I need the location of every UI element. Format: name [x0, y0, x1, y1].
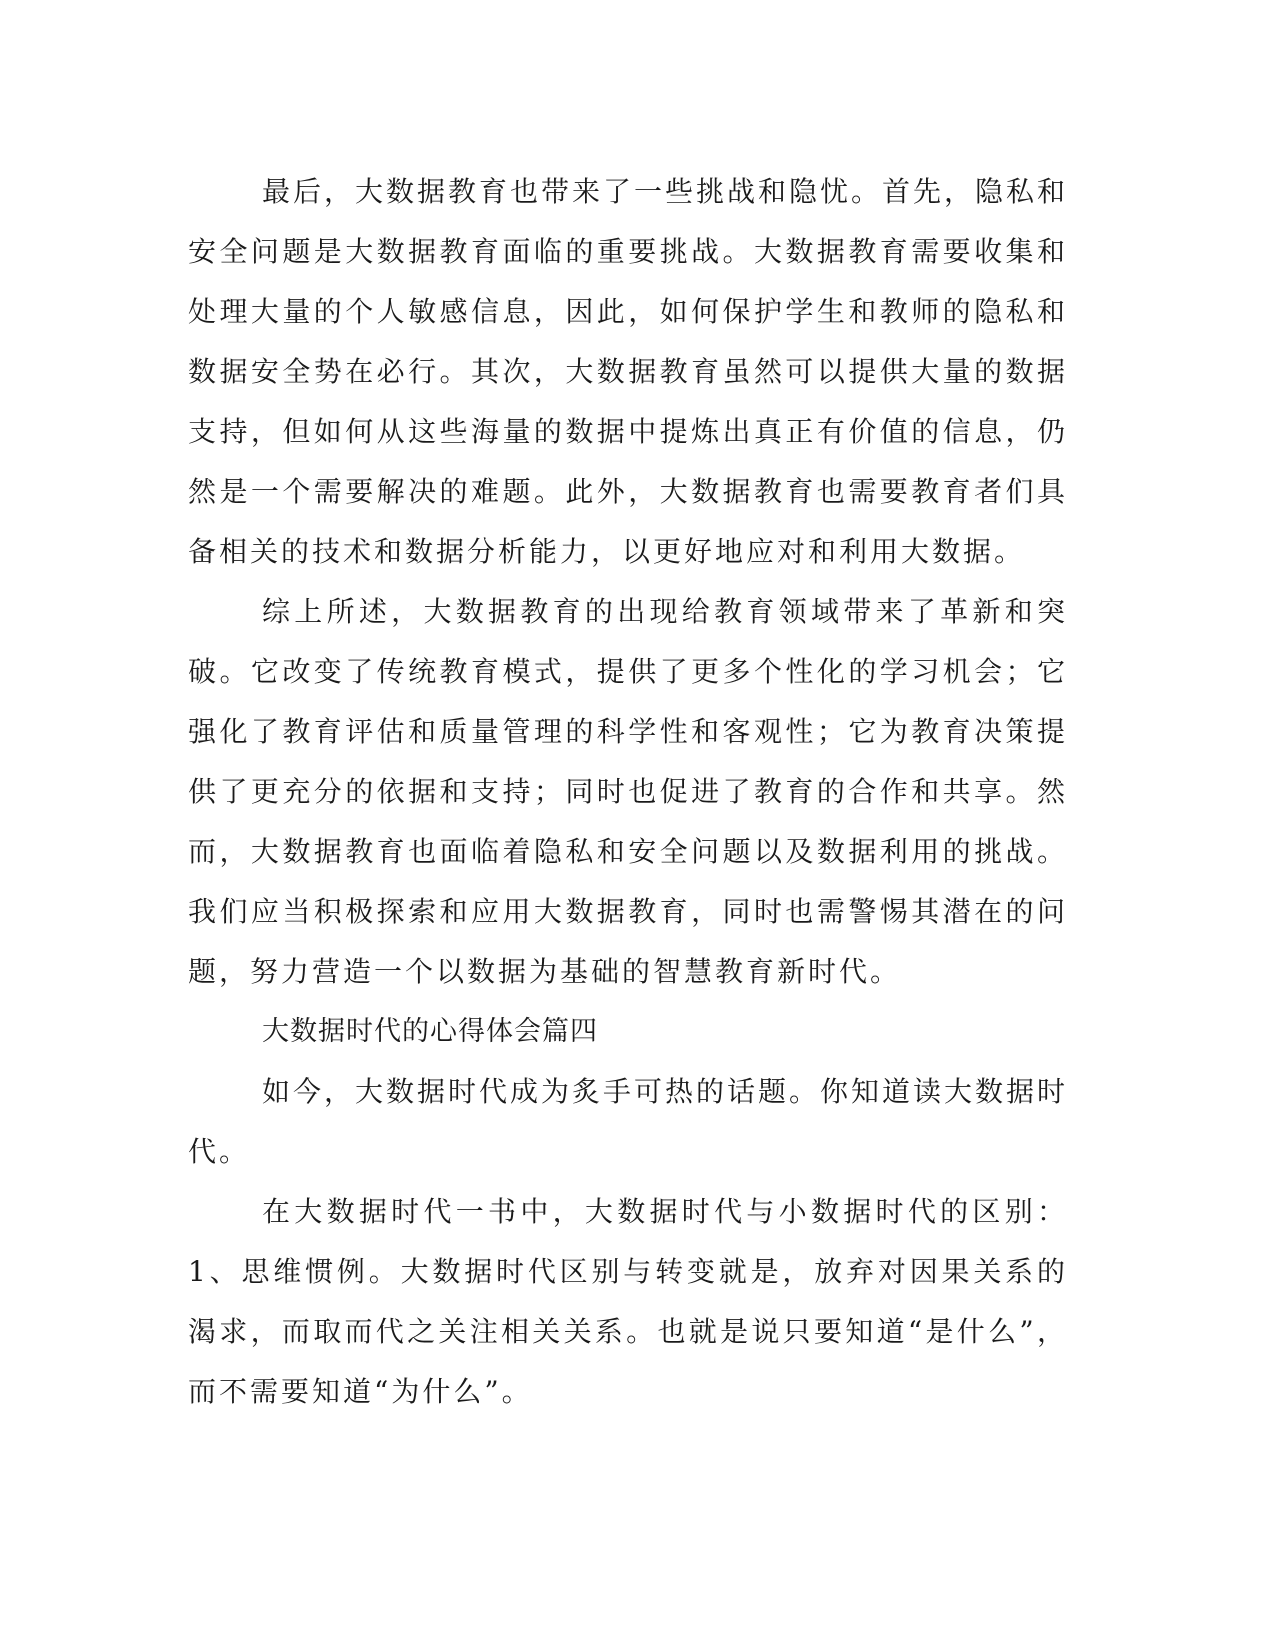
paragraph-challenges: 最后，大数据教育也带来了一些挑战和隐忧。首先，隐私和安全问题是大数据教育面临的重要挑战。大数据教育需要收集和处理大量的个人敏感信息，因此，如何保护学生和教师的隐私和数据安全势在必行。其次，大数据教育虽然可以提供大量的数据支持，但如何从这些海量的数据中提炼出真正有价值的信息，仍然是一个需要解决的难题。此外，大数据教育也需要教育者们具备相关的技术和数据分析能力，以更好地应对和利用大数据。 — [188, 175, 1069, 568]
document-body — [188, 162, 1068, 1422]
paragraph-summary: 综上所述，大数据教育的出现给教育领域带来了革新和突破。它改变了传统教育模式，提供了更多个性化的学习机会；它强化了教育评估和质量管理的科学性和客观性；它为教育决策提供了更充分的依据和支持；同时也促进了教育的合作和共享。然而，大数据教育也面临着隐私和安全问题以及数据利用的挑战。我们应当积极探索和应用大数据教育，同时也需警惕其潜在的问题，努力营造一个以数据为基础的智慧教育新时代。 — [188, 595, 1068, 988]
paragraph-intro: 如今，大数据时代成为炙手可热的话题。你知道读大数据时代。 — [188, 1075, 1069, 1168]
section-heading: 大数据时代的心得体会篇四 — [262, 1016, 598, 1047]
paragraph-differences: 在大数据时代一书中，大数据时代与小数据时代的区别：1、思维惯例。大数据时代区别与转变就是，放弃对因果关系的渴求，而取而代之关注相关关系。也就是说只要知道“是什么”，而不需要知道“为什么”。 — [188, 1195, 1068, 1408]
